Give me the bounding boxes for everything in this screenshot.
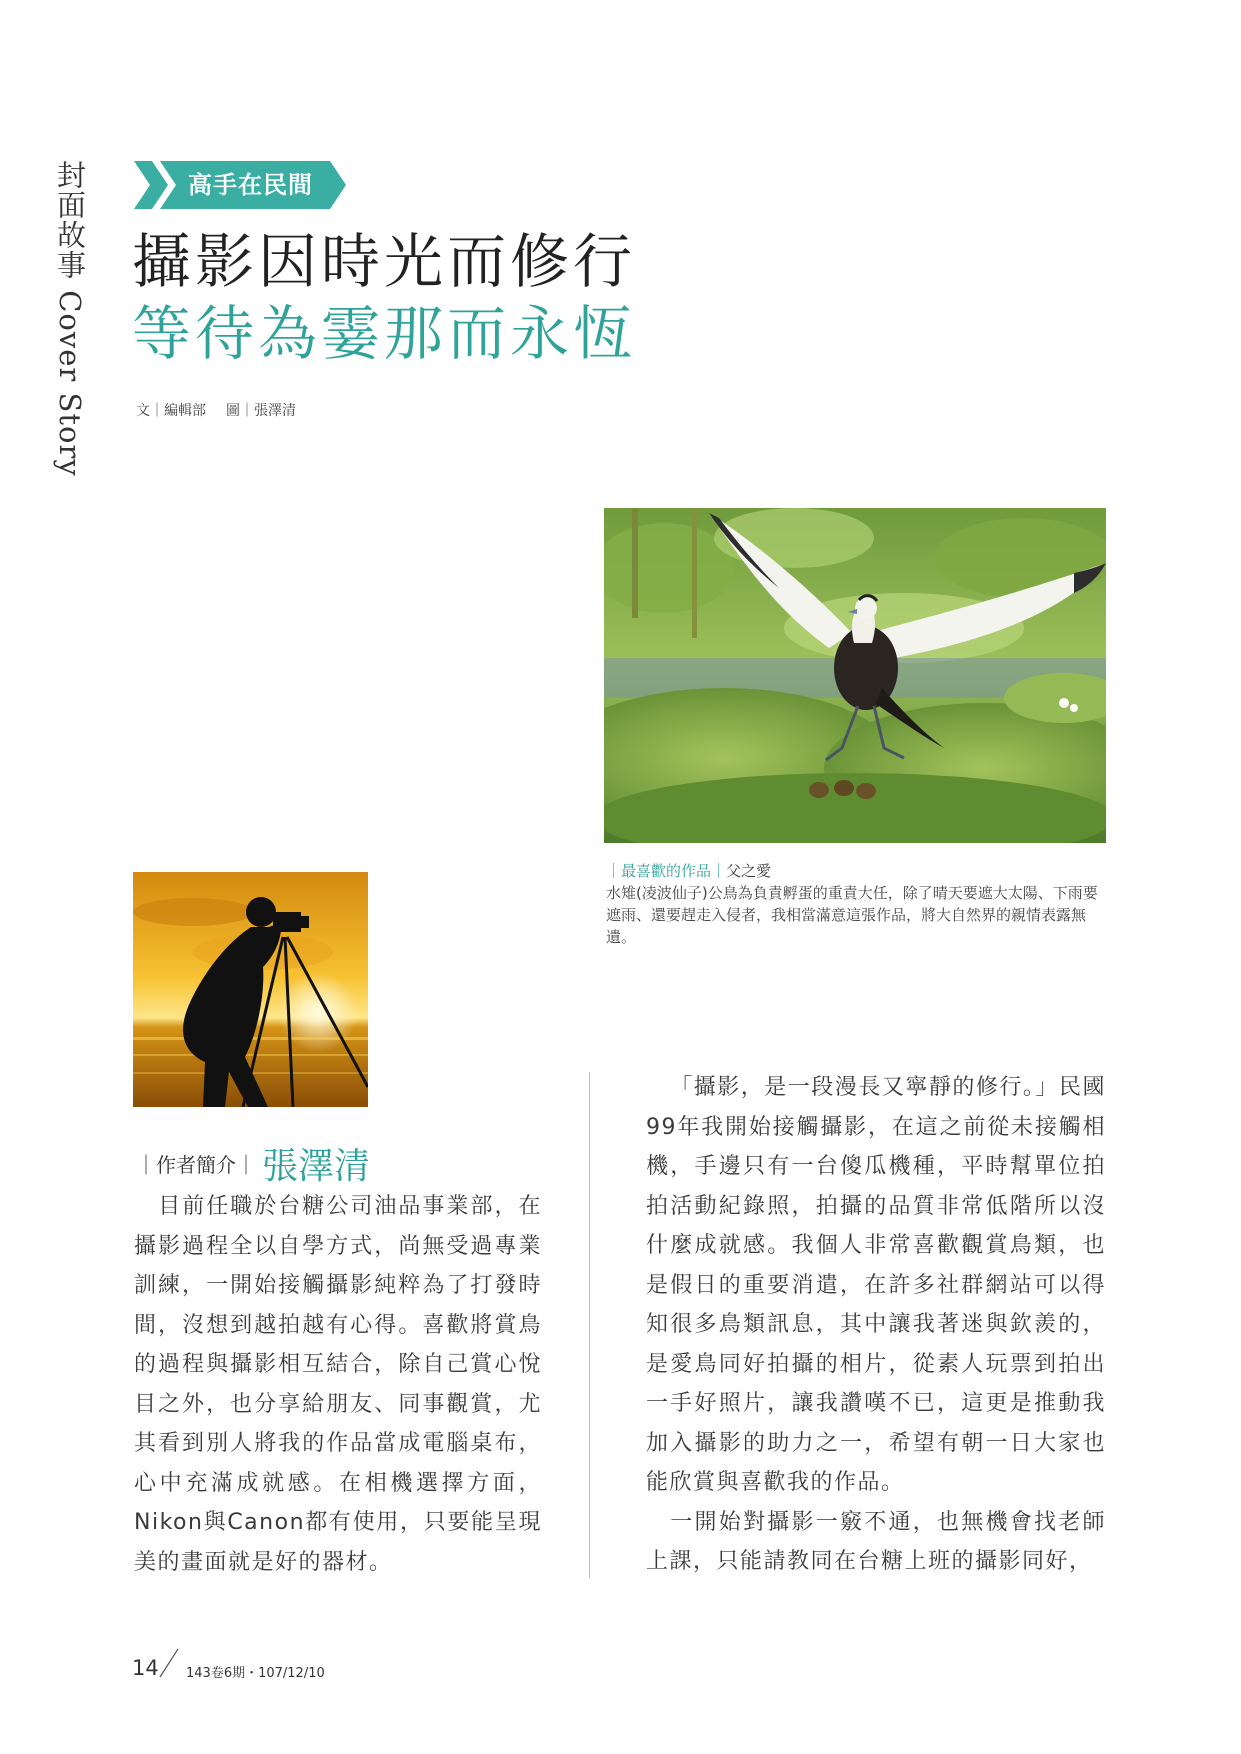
author-bio-paragraph: 目前任職於台糖公司油品事業部，在攝影過程全以自學方式，尚無受過專業訓練，一開始接觸攝影純粹為了打發時間，沒想到越拍越有心得。喜歡將賞鳥的過程與攝影相互結合，除自己賞心悅目之外，也分享給朋友、同事觀賞，尤其看到別人將我的作品當成電腦桌布，心中充滿成就感。在相機選擇方面，Nikon與Canon都有使用，只要能呈現美的畫面就是好的器材。 [134,1194,542,1575]
article-body [646,1068,1106,1582]
author-heading [136,1138,370,1189]
photographer-photo [133,872,368,1107]
caption-work-title: 父之愛 [726,862,772,880]
caption-heading [606,860,1106,882]
author-bio [134,1187,542,1582]
byline-photo-credit: 圖｜張澤清 [226,403,296,419]
footer-slash-divider [158,1648,180,1678]
article-paragraph-2: 一開始對攝影一竅不通，也無機會找老師上課，只能請教同在台糖上班的攝影同好， [646,1509,1106,1574]
caption-category: ｜最喜歡的作品｜ [606,862,727,880]
article-title-line-1: 攝影因時光而修行 [132,227,637,296]
article-paragraph-1: 「攝影，是一段漫長又寧靜的修行。」民國99年我開始接觸攝影，在這之前從未接觸相機，手邊只有一台傻瓜機種，平時幫單位拍拍活動紀錄照，拍攝的品質非常低階所以沒什麼成就感。我個人非常喜歡觀賞鳥類，也是假日的重要消遣，在許多社群網站可以得知很多鳥類訊息，其中讓我著迷與欽羨的，是愛鳥同好拍攝的相片，從素人玩票到拍出一手好照片，讓我讚嘆不已，這更是推動我加入攝影的助力之一，希望有朝一日大家也能欣賞與喜歡我的作品。 [646,1075,1106,1495]
byline-text-credit: 文｜編輯部 [136,403,206,419]
author-label: ｜作者簡介｜ [136,1153,256,1177]
author-name: 張澤清 [262,1146,371,1187]
photo-caption [606,860,1106,948]
article-title-line-2: 等待為霎那而永恆 [132,299,637,368]
section-banner [134,161,346,209]
bird-photo [604,508,1106,843]
caption-text: 水雉(凌波仙子)公鳥為負責孵蛋的重責大任，除了晴天要遮大太陽、下雨要遮雨、還要趕走入侵者，我相當滿意這張作品，將大自然界的親情表露無遺。 [606,884,1098,946]
issue-info: 143卷6期・107/12/10 [186,1666,325,1681]
section-label: 封面故事 Cover Story [53,160,87,477]
column-divider [589,1072,590,1578]
byline [136,400,296,420]
banner-label: 高手在民間 [188,171,313,199]
page-number: 14 [132,1656,159,1680]
